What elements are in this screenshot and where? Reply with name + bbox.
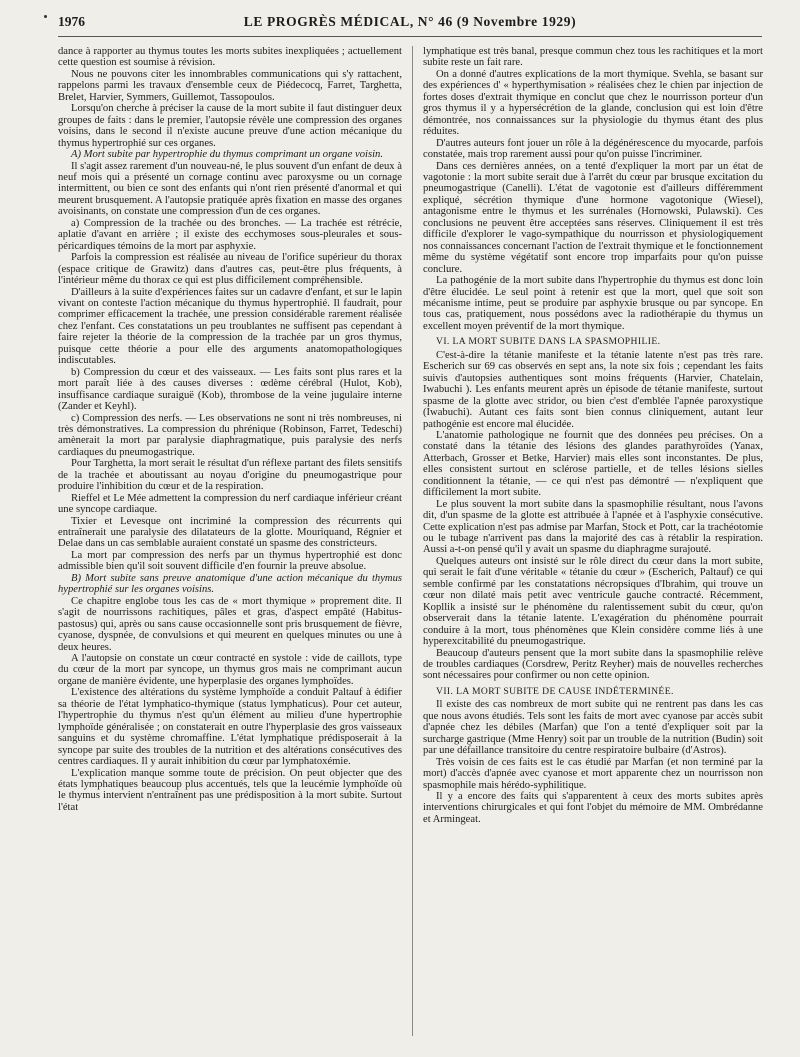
paragraph: Quelques auteurs ont insisté sur le rôle direct du cœur dans la mort subite, qui serait le fait d'une véritable « tétanie du cœur » (Escherich, Paltauf) ce qui semble confirmé par les constatations nécropsiques d'Ibrahim, qui trouve un cœur non dilaté mais petit avec ventricule gauche contracté. Récemment, Kopllik a insisté sur le phénomène du ralentissement subit du cœur, qu'on observerait dans la tétanie latente. L'exagération du phénomène pourrait conduire à la mort, tous phénomènes que Klein considère comme liés à une hyperexcitabilité du pneumogastrique.: [423, 555, 763, 648]
paragraph: Pour Targhetta, la mort serait le résultat d'un réflexe partant des filets sensitifs de la trachée et aboutissant au noyau d'origine du pneumogastrique pour produire l'inhibition du cœur et de la respiration.: [58, 458, 402, 493]
paragraph: Il existe des cas nombreux de mort subite qui ne rentrent pas dans les cas que nous avons étudiés. Tels sont les faits de mort avec cyanose par accès subit d'apnée chez les débiles (Marfan) que l'on a tenté d'expliquer soit par la surcharge gastrique (Mme Henry) soit par un trouble de la nutrition (Budin) soit par une défaillance transitoire du centre respiratoire bulbaire (d'Astros).: [423, 699, 763, 757]
page-header: [58, 8, 762, 37]
paragraph: c) Compression des nerfs. — Les observations ne sont ni très nombreuses, ni très démonstratives. La compression du phrénique (Robinson, Farret, Tedeschi) amènerait la mort par paralysie diaphragmatique, puis paralysie des nerfs cardiaques du pneumogastrique.: [58, 412, 402, 458]
paragraph: D'autres auteurs font jouer un rôle à la dégénérescence du myocarde, parfois constatée, mais trop rarement aussi pour qu'on puisse l'incriminer.: [423, 137, 763, 161]
paragraph: a) Compression de la trachée ou des bronches. — La trachée est rétrécie, aplatie d'avant en arrière ; il existe des ecchymoses sous-pleurales et sous-péricardiques témoins de la mort par asphyxie.: [58, 217, 402, 252]
paragraph: Dans ces dernières années, on a tenté d'expliquer la mort par un état de vagotonie : la mort subite serait due à l'arrêt du cœur par brusque excitation du pneumogastrique (Canelli). L'état de vagotonie est d'ailleurs différemment expliqué, sécrétion thymique d'une hormone vagotonique (Wiesel), antagonisme entre le thymus et les surrénales (Hornowski, Pulawski). Ces conclusions ne peuvent être acceptées sans réserves. Cliniquement il est très difficile d'explorer le vago-sympathique du nourrisson et physiologiquement nos connaissances concernant l'action de l'extrait thymique et le fonctionnement même du système végétatif sont encore trop imparfaits pour qu'on puisse conclure.: [423, 160, 763, 275]
paragraph: Rieffel et Le Mée admettent la compression du nerf cardiaque inférieur créant une syncope cardiaque.: [58, 492, 402, 516]
paragraph: Lorsqu'on cherche à préciser la cause de la mort subite il faut distinguer deux groupes de faits : dans le premier, l'autopsie révèle une compression des organes voisins, dans le second il n'existe aucune preuve d'une action mécanique du thymus hypertrophié sur ces organes.: [58, 103, 402, 149]
paragraph: Parfois la compression est réalisée au niveau de l'orifice supérieur du thorax (espace critique de Grawitz) dans d'autres cas, peut-être plus fréquents, à l'intérieur même du thorax ce qui est plus difficilement compréhensible.: [58, 252, 402, 287]
paragraph: lymphatique est très banal, presque commun chez tous les rachitiques et la mort subite reste un fait rare.: [423, 46, 763, 69]
paragraph: Il s'agit assez rarement d'un nouveau-né, le plus souvent d'un enfant de deux à neuf mois qui a présenté un cornage continu avec paroxysme ou un cornage intermittent, ou bien ce sont des enfants qui n'ont rien présenté d'anormal et qui meurent brusquement. A l'autopsie pratiquée après fixation en masse des organes avoisinants, on constate une compression d'un de ces organes.: [58, 160, 402, 218]
paragraph: On a donné d'autres explications de la mort thymique. Svehla, se basant sur des expériences d' « hyperthymisation » réalisées chez le chien par injection de fortes doses d'extrait thymique en conclut que chez le nourrisson porteur d'un gros thymus il y a hypersécrétion de la glande, conclusion qui est loin d'être démontrée, nos connaissances sur la physiologie du thymus étant des plus réduites.: [423, 68, 763, 138]
paragraph: Très voisin de ces faits est le cas étudié par Marfan (et non terminé par la mort) d'accès d'apnée avec cyanose et mort apparente chez un nourrisson non spasmophile mais hérédo-syphilitique.: [423, 756, 763, 791]
paragraph: L'explication manque somme toute de précision. On peut objecter que des états lymphatiques beaucoup plus accentués, tels que la leucémie lymphoïde où le thymus intervient n'entraînent pas une prédisposition à la mort subite. Surtout l'état: [58, 767, 402, 813]
page-speck: [44, 15, 47, 18]
left-column: [58, 46, 402, 813]
page-number: 1976: [58, 14, 85, 29]
paragraph: Le plus souvent la mort subite dans la spasmophilie résultant, nous l'avons dit, d'un spasme de la glotte est attribuée à l'apnée et à l'asphyxie consécutive. Cette explication n'est pas admise par Marfan, Stock et Pott, car la trachéotomie ou le tubage n'arrivent pas dans la majorité des cas à rétablir la respiration. Aussi a-t-on pensé qu'il y avait un spasme du diaphragme surajouté.: [423, 498, 763, 556]
paragraph: C'est-à-dire la tétanie manifeste et la tétanie latente n'est pas très rare. Escherich sur 69 cas observés en sept ans, la note six fois ; cependant les faits suivis d'autopsies authentiques sont moins fréquents (Harvier, Chatelain, Iwabuchi ). Les enfants meurent après un épisode de tétanie manifeste, surtout spasme de la glotte avec stridor, ou bien c'est d'emblée l'apnée paroxystique (Iwabuchi). Autant ces faits sont bien connus cliniquement, autant leur pathogénie est encore mal élucidée.: [423, 349, 763, 430]
paragraph: b) Compression du cœur et des vaisseaux. — Les faits sont plus rares et la mort paraît liée à des causes diverses : œdème cérébral (Hulot, Kob), insuffisance cardiaque suraiguë (Kob), thrombose de la veine jugulaire interne (Zander et Keyhl).: [58, 366, 402, 413]
paragraph: Nous ne pouvons citer les innombrables communications qui s'y rattachent, rappelons parmi les travaux d'ensemble ceux de Piédecocq, Farret, Targhetta, Brelet, Harvier, Symmers, Guillemot, Tassopoulos.: [58, 68, 402, 103]
paragraph: La mort par compression des nerfs par un thymus hypertrophié est donc admissible bien qu'il soit souvent difficile d'en fournir la preuve absolue.: [58, 549, 402, 573]
section-heading: VII. LA MORT SUBITE DE CAUSE INDÉTERMINÉE.: [436, 685, 674, 697]
right-column: [423, 46, 763, 825]
paragraph: La pathogénie de la mort subite dans l'hypertrophie du thymus est donc loin d'être élucidée. Le seul point à retenir est que la mort, quel que soit son mécanisme intime, peut se produire par asphyxie brusque ou par syncope. En tous cas, pratiquement, nous possédons avec la radiothérapie du thymus un excellent moyen préventif de la mort thymique.: [423, 275, 763, 332]
section-heading: B) Mort subite sans preuve anatomique d'une action mécanique du thymus hypertrophié sur les organes voisins.: [58, 572, 402, 596]
paragraph: Beaucoup d'auteurs pensent que la mort subite dans la spasmophilie relève de troubles cardiaques (Corsdrew, Peritz Reyher) mais de nouvelles recherches sont nécessaires pour confirmer ou non cette opinion.: [423, 647, 763, 682]
journal-title: LE PROGRÈS MÉDICAL, N° 46 (9 Novembre 1929): [243, 14, 577, 29]
paragraph: A l'autopsie on constate un cœur contracté en systole : vide de caillots, type du cœur de la mort par syncope, un thymus gros mais ne comprimant aucun organe de manière évidente, une hyperplasie des organes lymphoïdes.: [58, 653, 402, 687]
paragraph: Il y a encore des faits qui s'apparentent à ceux des morts subites après interventions chirurgicales et qui font l'objet du mémoire de MM. Ombrédanne et Armingeat.: [423, 791, 763, 825]
paragraph: L'existence des altérations du système lymphoïde a conduit Paltauf à édifier sa théorie de l'état lymphatico-thymique (status lymphaticus). Pour cet auteur, l'hypertrophie du thymus n'est qu'un élément au milieu d'une hypertrophie lymphoïde généralisée ; on constaterait en outre l'hyperplasie des gros vaisseaux sanguins et du système chromaffine. L'état lymphatique prédisposerait à la syncope par suite des troubles de la nutrition et des altérations consécutives des centres cardiaques. Il y aurait inhibition du cœur par lymphatoxémie.: [58, 687, 402, 768]
paragraph: Tixier et Levesque ont incriminé la compression des récurrents qui entraînerait une paralysie des dilatateurs de la glotte. Mouriquand, Régnier et Delae dans un cas semblable auraient constaté un spasme des constricteurs.: [58, 515, 402, 550]
column-divider: [412, 46, 413, 1036]
paragraph: dance à rapporter au thymus toutes les morts subites inexpliquées ; actuellement cette question est soumise à révision.: [58, 46, 402, 69]
section-heading: VI. LA MORT SUBITE DANS LA SPASMOPHILIE.: [436, 336, 661, 348]
paragraph: L'anatomie pathologique ne fournit que des données peu précises. On a constaté dans la tétanie des lésions des glandes parathyroïdes (Yanax, Atterbach, Grosser et Betke, Harvier) mais elles sont inconstantes. De plus, elles consistent surtout en sclérose partielle, et de telles lésions sielles conditionnent la tétanie, — ce qui n'est pas démontré — n'expliquent que difficilement la mort subite.: [423, 429, 763, 499]
paragraph: D'ailleurs à la suite d'expériences faites sur un cadavre d'enfant, et sur le lapin vivant on conteste l'action mécanique du thymus hypertrophié. Il faudrait, pour comprimer efficacement la trachée, une pression considérable rarement réalisée chez l'enfant. Ces constatations un peu troublantes ne suffisent pas cependant à faire rejeter la théorie de la compression de la trachée par un gros thymus, puisque cette théorie a pour elle des arguments anatomopathologiques indiscutables.: [58, 286, 402, 367]
paragraph: Ce chapitre englobe tous les cas de « mort thymique » proprement dite. Il s'agit de nourrissons rachitiques, pâles et gras, d'aspect empâté (Habitus-pastosus) qui, après ou sans cause occasionnelle sont pris brusquement de fièvre, cyanose, dyspnée, de convulsions et qui meurent en quelques minutes ou une à deux heures.: [58, 595, 402, 653]
section-heading: A) Mort subite par hypertrophie du thymus comprimant un organe voisin.: [71, 149, 383, 161]
